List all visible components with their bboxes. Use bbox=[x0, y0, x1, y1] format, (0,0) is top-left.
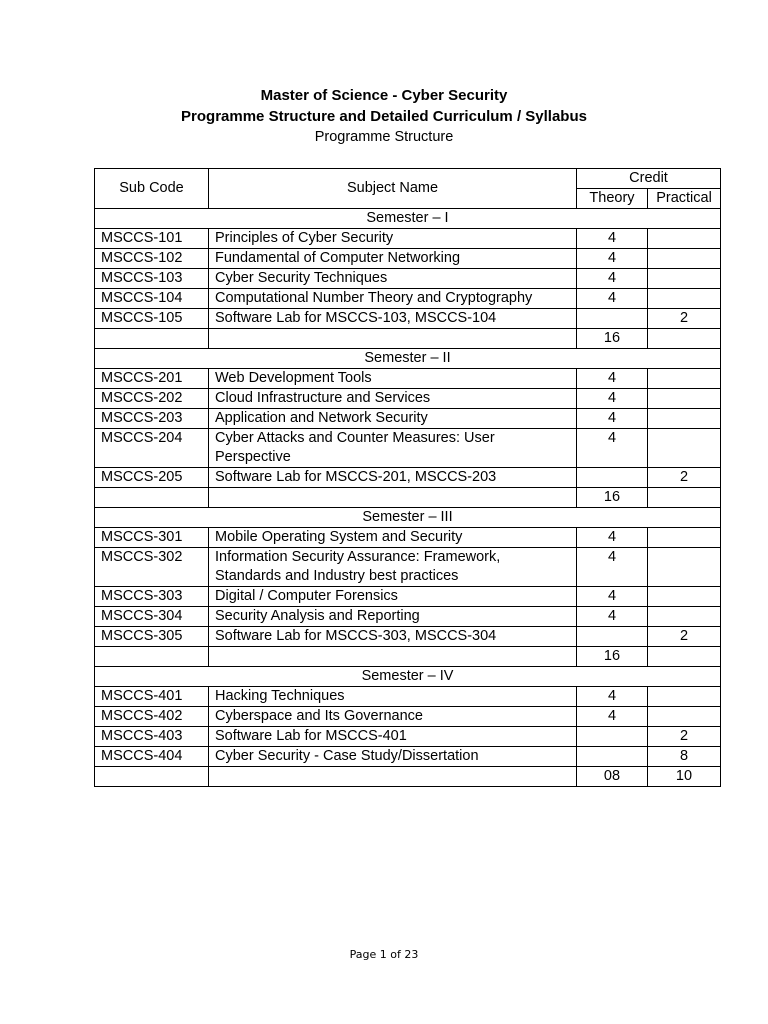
theory-credit-cell bbox=[577, 627, 648, 647]
practical-credit-cell bbox=[648, 587, 721, 607]
document-subtitle: Programme Structure and Detailed Curriculum / Syllabus bbox=[181, 108, 587, 125]
sub-code-cell: MSCCS-103 bbox=[95, 269, 209, 289]
total-practical-cell: 10 bbox=[648, 767, 721, 787]
theory-credit-cell bbox=[577, 727, 648, 747]
table-row bbox=[95, 627, 721, 647]
header-sub-code: Sub Code bbox=[95, 169, 209, 209]
total-practical-cell bbox=[648, 647, 721, 667]
subject-name-cell: Principles of Cyber Security bbox=[209, 229, 577, 249]
table-row bbox=[95, 389, 721, 409]
programme-structure-table bbox=[94, 168, 721, 787]
subject-name-cell: Digital / Computer Forensics bbox=[209, 587, 577, 607]
subject-name-cell: Security Analysis and Reporting bbox=[209, 607, 577, 627]
sub-code-cell: MSCCS-305 bbox=[95, 627, 209, 647]
semester-total-row bbox=[95, 767, 721, 787]
sub-code-cell: MSCCS-204 bbox=[95, 429, 209, 468]
header-practical: Practical bbox=[648, 189, 721, 209]
table-row bbox=[95, 548, 721, 587]
theory-credit-cell: 4 bbox=[577, 249, 648, 269]
subject-name-cell: Software Lab for MSCCS-303, MSCCS-304 bbox=[209, 627, 577, 647]
empty-cell bbox=[209, 647, 577, 667]
empty-cell bbox=[95, 329, 209, 349]
empty-cell bbox=[209, 767, 577, 787]
theory-credit-cell: 4 bbox=[577, 409, 648, 429]
table-row bbox=[95, 369, 721, 389]
table-row bbox=[95, 269, 721, 289]
table-row bbox=[95, 249, 721, 269]
sub-code-cell: MSCCS-404 bbox=[95, 747, 209, 767]
practical-credit-cell bbox=[648, 687, 721, 707]
practical-credit-cell bbox=[648, 289, 721, 309]
total-theory-cell: 08 bbox=[577, 767, 648, 787]
sub-code-cell: MSCCS-205 bbox=[95, 468, 209, 488]
table-row bbox=[95, 607, 721, 627]
empty-cell bbox=[209, 488, 577, 508]
document-title: Master of Science - Cyber Security bbox=[260, 87, 508, 104]
subject-name-cell: Application and Network Security bbox=[209, 409, 577, 429]
subject-name-cell: Software Lab for MSCCS-201, MSCCS-203 bbox=[209, 468, 577, 488]
practical-credit-cell bbox=[648, 229, 721, 249]
theory-credit-cell bbox=[577, 468, 648, 488]
table-row bbox=[95, 429, 721, 468]
semester-label: Semester – II bbox=[95, 349, 721, 369]
table-row bbox=[95, 587, 721, 607]
sub-code-cell: MSCCS-203 bbox=[95, 409, 209, 429]
total-theory-cell: 16 bbox=[577, 329, 648, 349]
subject-name-cell: Hacking Techniques bbox=[209, 687, 577, 707]
practical-credit-cell bbox=[648, 369, 721, 389]
practical-credit-cell bbox=[648, 409, 721, 429]
table-row bbox=[95, 229, 721, 249]
subject-name-cell: Cyber Attacks and Counter Measures: User Perspective bbox=[209, 429, 577, 468]
practical-credit-cell bbox=[648, 707, 721, 727]
header-subject-name: Subject Name bbox=[209, 169, 577, 209]
practical-credit-cell bbox=[648, 389, 721, 409]
total-theory-cell: 16 bbox=[577, 488, 648, 508]
semester-label: Semester – I bbox=[95, 209, 721, 229]
practical-credit-cell bbox=[648, 528, 721, 548]
theory-credit-cell: 4 bbox=[577, 369, 648, 389]
practical-credit-cell: 2 bbox=[648, 627, 721, 647]
sub-code-cell: MSCCS-202 bbox=[95, 389, 209, 409]
practical-credit-cell: 8 bbox=[648, 747, 721, 767]
table-row bbox=[95, 727, 721, 747]
theory-credit-cell: 4 bbox=[577, 707, 648, 727]
semester-total-row bbox=[95, 647, 721, 667]
practical-credit-cell: 2 bbox=[648, 309, 721, 329]
subject-name-cell: Computational Number Theory and Cryptography bbox=[209, 289, 577, 309]
page-number: Page 1 of 23 bbox=[349, 948, 419, 961]
theory-credit-cell: 4 bbox=[577, 229, 648, 249]
sub-code-cell: MSCCS-303 bbox=[95, 587, 209, 607]
semester-heading-row bbox=[95, 209, 721, 229]
total-practical-cell bbox=[648, 329, 721, 349]
table-row bbox=[95, 528, 721, 548]
subject-name-cell: Information Security Assurance: Framework, Standards and Industry best practices bbox=[209, 548, 577, 587]
subject-name-cell: Software Lab for MSCCS-401 bbox=[209, 727, 577, 747]
sub-code-cell: MSCCS-302 bbox=[95, 548, 209, 587]
sub-code-cell: MSCCS-401 bbox=[95, 687, 209, 707]
total-theory-cell: 16 bbox=[577, 647, 648, 667]
sub-code-cell: MSCCS-104 bbox=[95, 289, 209, 309]
subject-name-cell: Cyberspace and Its Governance bbox=[209, 707, 577, 727]
semester-heading-row bbox=[95, 508, 721, 528]
subject-name-cell: Web Development Tools bbox=[209, 369, 577, 389]
sub-code-cell: MSCCS-301 bbox=[95, 528, 209, 548]
theory-credit-cell: 4 bbox=[577, 429, 648, 468]
semester-total-row bbox=[95, 329, 721, 349]
semester-label: Semester – IV bbox=[95, 667, 721, 687]
subject-name-cell: Cyber Security - Case Study/Dissertation bbox=[209, 747, 577, 767]
sub-code-cell: MSCCS-101 bbox=[95, 229, 209, 249]
table-row bbox=[95, 687, 721, 707]
subject-name-cell: Fundamental of Computer Networking bbox=[209, 249, 577, 269]
document-header bbox=[0, 86, 768, 148]
theory-credit-cell bbox=[577, 747, 648, 767]
sub-code-cell: MSCCS-402 bbox=[95, 707, 209, 727]
header-credit: Credit bbox=[577, 169, 721, 189]
sub-code-cell: MSCCS-105 bbox=[95, 309, 209, 329]
sub-code-cell: MSCCS-403 bbox=[95, 727, 209, 747]
theory-credit-cell: 4 bbox=[577, 587, 648, 607]
practical-credit-cell bbox=[648, 607, 721, 627]
empty-cell bbox=[95, 647, 209, 667]
total-practical-cell bbox=[648, 488, 721, 508]
sub-code-cell: MSCCS-304 bbox=[95, 607, 209, 627]
practical-credit-cell bbox=[648, 249, 721, 269]
sub-code-cell: MSCCS-201 bbox=[95, 369, 209, 389]
theory-credit-cell: 4 bbox=[577, 289, 648, 309]
table-row bbox=[95, 747, 721, 767]
header-theory: Theory bbox=[577, 189, 648, 209]
practical-credit-cell bbox=[648, 548, 721, 587]
subject-name-cell: Software Lab for MSCCS-103, MSCCS-104 bbox=[209, 309, 577, 329]
table-body bbox=[95, 209, 721, 787]
table-row bbox=[95, 309, 721, 329]
subject-name-cell: Cloud Infrastructure and Services bbox=[209, 389, 577, 409]
empty-cell bbox=[95, 767, 209, 787]
table-row bbox=[95, 707, 721, 727]
subject-name-cell: Mobile Operating System and Security bbox=[209, 528, 577, 548]
practical-credit-cell: 2 bbox=[648, 727, 721, 747]
theory-credit-cell: 4 bbox=[577, 269, 648, 289]
theory-credit-cell bbox=[577, 309, 648, 329]
subject-name-cell: Cyber Security Techniques bbox=[209, 269, 577, 289]
table-row bbox=[95, 409, 721, 429]
empty-cell bbox=[95, 488, 209, 508]
practical-credit-cell: 2 bbox=[648, 468, 721, 488]
semester-heading-row bbox=[95, 667, 721, 687]
semester-label: Semester – III bbox=[95, 508, 721, 528]
theory-credit-cell: 4 bbox=[577, 389, 648, 409]
semester-heading-row bbox=[95, 349, 721, 369]
theory-credit-cell: 4 bbox=[577, 687, 648, 707]
sub-code-cell: MSCCS-102 bbox=[95, 249, 209, 269]
table-row bbox=[95, 468, 721, 488]
practical-credit-cell bbox=[648, 269, 721, 289]
semester-total-row bbox=[95, 488, 721, 508]
section-heading: Programme Structure bbox=[314, 129, 454, 145]
theory-credit-cell: 4 bbox=[577, 607, 648, 627]
empty-cell bbox=[209, 329, 577, 349]
theory-credit-cell: 4 bbox=[577, 548, 648, 587]
theory-credit-cell: 4 bbox=[577, 528, 648, 548]
table-row bbox=[95, 289, 721, 309]
practical-credit-cell bbox=[648, 429, 721, 468]
